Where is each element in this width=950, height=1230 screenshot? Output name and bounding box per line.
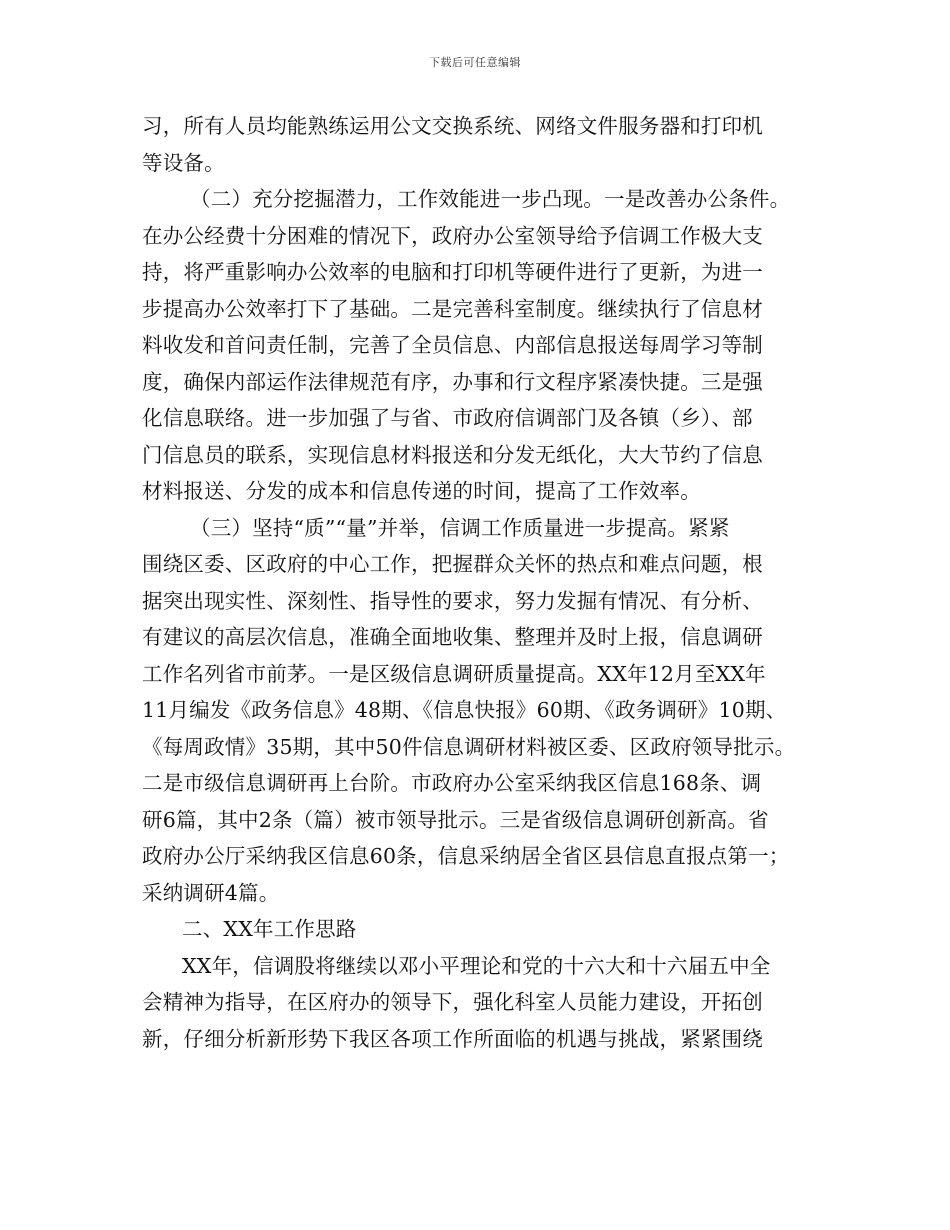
text-line: （二）充分挖掘潜力，工作效能进一步凸现。一是改善办公条件。 [190,187,791,211]
text-line: 料收发和首问责任制，完善了全员信息、内部信息报送每周学习等制 [142,333,763,357]
text-line: 二是市级信息调研再上台阶。市政府办公室采纳我区信息168条、调 [142,771,762,795]
section-heading: 二、XX年工作思路 [182,917,357,941]
text-line: 度，确保内部运作法律规范有序，办事和行文程序紧凑快捷。三是强 [142,369,763,394]
text-line: 会精神为指导，在区府办的领导下，强化科室人员能力建设，开拓创 [142,990,763,1014]
text-line: 围绕区委、区政府的中心工作，把握群众关怀的热点和难点问题，根 [142,552,763,576]
text-line: 研6篇，其中2条（篇）被市领导批示。三是省级信息调研创新高。省 [142,807,769,832]
text-line: 步提高办公效率打下了基础。二是完善科室制度。继续执行了信息材 [142,296,763,321]
text-line: 持，将严重影响办公效率的电脑和打印机等硬件进行了更新，为进一 [142,260,763,284]
text-line: 工作名列省市前茅。一是区级信息调研质量提高。XX年12月至XX年 [142,661,766,686]
text-line: 在办公经费十分困难的情况下，政府办公室领导给予信调工作极大支 [142,223,763,248]
text-line: 化信息联络。进一步加强了与省、市政府信调部门及各镇（乡）、部 [142,406,753,430]
text-line: 采纳调研4篇。 [142,880,280,905]
text-line: 11月编发《政务信息》48期、《信息快报》60期、《政务调研》10期、 [142,698,787,722]
document-body [142,108,812,1057]
text-line: 等设备。 [142,150,225,175]
text-line: XX年，信调股将继续以邓小平理论和党的十六大和十六届五中全 [182,953,771,978]
text-line: 《每周政情》35期，其中50件信息调研材料被区委、区政府领导批示。 [142,734,796,759]
text-line: 有建议的高层次信息，准确全面地收集、整理并及时上报，信息调研 [142,625,763,649]
text-line: 政府办公厅采纳我区信息60条，信息采纳居全省区县信息直报点第一； [142,844,790,868]
text-line: （三）坚持“质”“量”并举，信调工作质量进一步提高。紧紧 [190,515,730,540]
page-header-note: 下载后可任意编辑 [429,56,521,69]
text-line: 据突出现实性、深刻性、指导性的要求，努力发掘有情况、有分析、 [142,588,763,613]
text-line: 习，所有人员均能熟练运用公文交换系统、网络文件服务器和打印机 [142,114,763,138]
text-line: 材料报送、分发的成本和信息传递的时间，提高了工作效率。 [142,479,701,503]
text-line: 门信息员的联系，实现信息材料报送和分发无纸化，大大节约了信息 [142,442,763,467]
text-line: 新，仔细分析新形势下我区各项工作所面临的机遇与挑战，紧紧围绕 [142,1026,763,1051]
